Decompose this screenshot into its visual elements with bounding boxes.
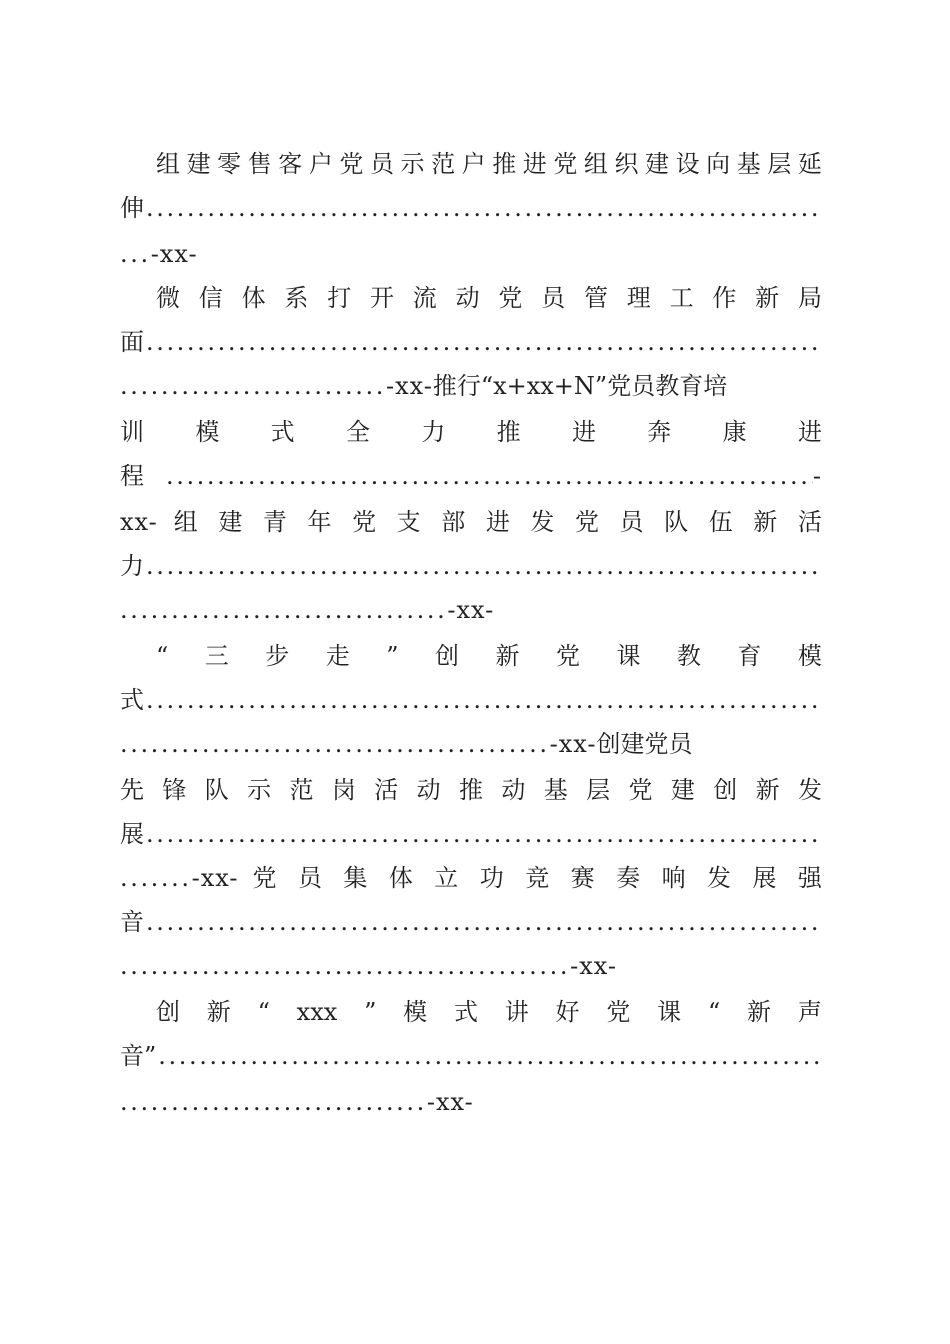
title-char: 推 bbox=[496, 418, 521, 446]
title-char: 创 bbox=[156, 998, 180, 1026]
title-char: 信 bbox=[198, 284, 223, 312]
toc-entry-4-title-end: 力 bbox=[120, 552, 144, 580]
title-char: 党 bbox=[553, 150, 578, 178]
title-char: 层 bbox=[586, 776, 611, 804]
toc-entry-8-page-number[interactable]: -xx- bbox=[426, 1088, 474, 1116]
title-char: 体 bbox=[241, 284, 266, 312]
title-char: 党 bbox=[555, 642, 580, 670]
toc-entry-8-page-line bbox=[120, 1080, 822, 1124]
title-char: 党 bbox=[628, 776, 653, 804]
toc-entry-2-page-line bbox=[120, 364, 822, 408]
title-char: 部 bbox=[441, 508, 466, 536]
title-char: 作 bbox=[712, 284, 737, 312]
toc-entry-7-leader-line bbox=[120, 900, 822, 944]
title-char: 员 bbox=[297, 864, 322, 892]
title-char: 管 bbox=[583, 284, 608, 312]
title-char: 功 bbox=[479, 864, 504, 892]
title-char: 组 bbox=[583, 150, 608, 178]
toc-entry-5-page-line bbox=[120, 722, 822, 766]
toc-entry-1-title-line bbox=[156, 142, 822, 186]
title-char: 示 bbox=[400, 150, 425, 178]
toc-entry-6-title-end: 展 bbox=[120, 820, 144, 848]
toc-entry-6-title-line bbox=[120, 768, 822, 812]
toc-entry-7-title-line bbox=[120, 856, 822, 900]
toc-entry-8-title-end: 音” bbox=[120, 1042, 157, 1070]
dot-leader bbox=[146, 186, 822, 230]
dot-leader: .............................. bbox=[120, 1088, 427, 1116]
title-char: 体 bbox=[388, 864, 413, 892]
title-char: 活 bbox=[374, 776, 399, 804]
title-char: 奔 bbox=[647, 418, 672, 446]
title-char: 新 bbox=[495, 642, 520, 670]
dot-leader bbox=[166, 454, 813, 498]
title-char: 党 bbox=[352, 508, 377, 536]
toc-entry-7-title-chars bbox=[252, 856, 822, 900]
title-char: 课 bbox=[657, 998, 682, 1026]
title-char: xxx bbox=[296, 998, 338, 1026]
title-char: 进 bbox=[522, 150, 547, 178]
dot-leader: ................................ bbox=[120, 596, 448, 624]
title-char: 展 bbox=[752, 864, 777, 892]
toc-entry-2-title-end: 面 bbox=[120, 328, 144, 356]
title-char: 新 bbox=[753, 508, 778, 536]
toc-entry-3-leader-line bbox=[120, 454, 822, 498]
toc-entry-4-leader-line bbox=[120, 544, 822, 588]
title-char: 理 bbox=[626, 284, 651, 312]
toc-entry-5-title-line bbox=[156, 634, 822, 678]
title-char: 模 bbox=[797, 642, 822, 670]
title-char: 零 bbox=[217, 150, 242, 178]
title-char: 奏 bbox=[616, 864, 641, 892]
title-char: 新 bbox=[755, 776, 780, 804]
title-char: 范 bbox=[431, 150, 456, 178]
title-char: 建 bbox=[218, 508, 243, 536]
title-char: 发 bbox=[707, 864, 732, 892]
toc-entry-1-page-line bbox=[120, 232, 822, 276]
dot-leader bbox=[146, 678, 822, 722]
title-char: 党 bbox=[606, 998, 631, 1026]
toc-entry-4-title-chars bbox=[174, 500, 822, 544]
title-char: 步 bbox=[265, 642, 290, 670]
toc-entry-4-title-line bbox=[120, 500, 822, 544]
title-char: 范 bbox=[289, 776, 314, 804]
dot-leader: ............................................ bbox=[120, 952, 571, 980]
title-char: 党 bbox=[574, 508, 599, 536]
title-char: ” bbox=[364, 998, 377, 1026]
toc-entry-8-leader-line bbox=[120, 1034, 822, 1078]
toc-entry-6-leader-line bbox=[120, 812, 822, 856]
title-char: 竞 bbox=[525, 864, 550, 892]
title-char: 层 bbox=[767, 150, 792, 178]
title-char: 党 bbox=[252, 864, 277, 892]
title-char: 队 bbox=[664, 508, 689, 536]
dot-leader bbox=[158, 1034, 822, 1078]
title-char: 新 bbox=[755, 284, 780, 312]
title-char: 系 bbox=[284, 284, 309, 312]
title-char: 基 bbox=[543, 776, 568, 804]
title-char: 建 bbox=[186, 150, 211, 178]
toc-entry-8-title-line bbox=[156, 990, 822, 1034]
title-char: 建 bbox=[670, 776, 695, 804]
title-char: 示 bbox=[247, 776, 272, 804]
title-char: 微 bbox=[156, 284, 180, 312]
title-char: 式 bbox=[453, 998, 478, 1026]
title-char: 集 bbox=[343, 864, 368, 892]
title-char: “ bbox=[707, 998, 721, 1026]
title-char: 伍 bbox=[708, 508, 733, 536]
title-char: 赛 bbox=[570, 864, 595, 892]
title-char: 延 bbox=[797, 150, 822, 178]
title-char: 进 bbox=[485, 508, 510, 536]
title-char: 先 bbox=[120, 776, 144, 804]
title-char: 康 bbox=[722, 418, 747, 446]
title-char: 员 bbox=[541, 284, 566, 312]
toc-entry-4-page-number[interactable]: -xx- bbox=[447, 596, 495, 624]
toc-entry-2-leader-line bbox=[120, 320, 822, 364]
dot-leader bbox=[146, 812, 822, 856]
title-char: 青 bbox=[262, 508, 287, 536]
toc-entry-1-title-end: 伸 bbox=[120, 194, 144, 222]
title-char: 立 bbox=[434, 864, 459, 892]
title-char: 动 bbox=[501, 776, 526, 804]
title-char: 课 bbox=[616, 642, 641, 670]
title-char: 打 bbox=[327, 284, 352, 312]
title-char: 响 bbox=[661, 864, 686, 892]
toc-entry-7-page-number[interactable]: -xx- bbox=[570, 952, 617, 980]
toc-entry-5-page-number[interactable]: -xx- bbox=[549, 730, 597, 758]
dot-leader: .......................... bbox=[120, 372, 386, 400]
title-char: 声 bbox=[797, 998, 822, 1026]
title-char: 讲 bbox=[504, 998, 529, 1026]
title-char: 走 bbox=[325, 642, 350, 670]
title-char: 动 bbox=[416, 776, 441, 804]
title-char: 基 bbox=[736, 150, 761, 178]
title-char: 设 bbox=[675, 150, 700, 178]
toc-entry-3-title-start: 推行“x+xx+N”党员教育培 bbox=[432, 372, 728, 400]
title-char: 组 bbox=[173, 508, 198, 536]
title-char: 进 bbox=[571, 418, 596, 446]
title-char: 活 bbox=[797, 508, 822, 536]
title-char: 锋 bbox=[162, 776, 187, 804]
dot-leader bbox=[146, 900, 822, 944]
title-char: 训 bbox=[120, 418, 144, 446]
title-char: 员 bbox=[619, 508, 644, 536]
toc-entry-4-page-line bbox=[120, 588, 822, 632]
title-char: 年 bbox=[307, 508, 332, 536]
title-char: 推 bbox=[492, 150, 517, 178]
title-char: 工 bbox=[669, 284, 694, 312]
title-char: 员 bbox=[369, 150, 394, 178]
title-char: 模 bbox=[195, 418, 220, 446]
dot-leader: ....... bbox=[120, 864, 192, 892]
title-char: 向 bbox=[706, 150, 731, 178]
title-char: 队 bbox=[204, 776, 229, 804]
title-char: 育 bbox=[737, 642, 762, 670]
toc-entry-7-page-line bbox=[120, 944, 822, 988]
title-char: 户 bbox=[308, 150, 333, 178]
title-char: 式 bbox=[270, 418, 295, 446]
toc-entry-3-title-line bbox=[120, 410, 822, 454]
title-char: 发 bbox=[798, 776, 822, 804]
toc-entry-5-title-end: 式 bbox=[120, 686, 144, 714]
title-char: 好 bbox=[555, 998, 580, 1026]
title-char: 创 bbox=[713, 776, 738, 804]
toc-entry-3-title-end: 程 bbox=[120, 462, 144, 490]
title-char: 新 bbox=[747, 998, 772, 1026]
toc-entry-3-page-number-start[interactable]: - bbox=[812, 462, 822, 490]
title-char: 进 bbox=[797, 418, 822, 446]
toc-entry-6-title-start: 创建党员 bbox=[596, 730, 693, 758]
title-char: ” bbox=[386, 642, 399, 670]
title-char: 教 bbox=[676, 642, 701, 670]
title-char: 建 bbox=[645, 150, 669, 178]
toc-entry-7-title-end: 音 bbox=[120, 908, 144, 936]
title-char: 户 bbox=[461, 150, 486, 178]
dot-leader: ... bbox=[120, 240, 151, 268]
dot-leader: .......................................... bbox=[120, 730, 550, 758]
title-char: 党 bbox=[339, 150, 364, 178]
title-char: 动 bbox=[455, 284, 480, 312]
title-char: 强 bbox=[797, 864, 822, 892]
toc-entry-3-page-number-end[interactable]: xx- bbox=[120, 508, 158, 536]
dot-leader bbox=[146, 320, 822, 364]
title-char: 党 bbox=[498, 284, 523, 312]
title-char: 力 bbox=[421, 418, 446, 446]
toc-entry-6-page-number[interactable]: -xx- bbox=[191, 864, 239, 892]
title-char: 岗 bbox=[331, 776, 356, 804]
toc-entry-1-leader-line bbox=[120, 186, 822, 230]
toc-entry-2-title-line bbox=[156, 276, 822, 320]
title-char: “ bbox=[156, 642, 169, 670]
toc-entry-1-page-number[interactable]: -xx- bbox=[150, 240, 198, 268]
title-char: 开 bbox=[369, 284, 394, 312]
title-char: 支 bbox=[396, 508, 421, 536]
title-char: 推 bbox=[459, 776, 483, 804]
title-char: 三 bbox=[204, 642, 229, 670]
dot-leader bbox=[146, 544, 822, 588]
toc-entry-5-leader-line bbox=[120, 678, 822, 722]
title-char: 织 bbox=[614, 150, 639, 178]
title-char: 流 bbox=[412, 284, 437, 312]
title-char: 售 bbox=[247, 150, 272, 178]
title-char: 局 bbox=[797, 284, 822, 312]
title-char: 全 bbox=[345, 418, 370, 446]
title-char: 客 bbox=[278, 150, 303, 178]
toc-entry-2-page-number[interactable]: -xx- bbox=[385, 372, 433, 400]
title-char: “ bbox=[257, 998, 270, 1026]
title-char: 发 bbox=[530, 508, 555, 536]
title-char: 模 bbox=[403, 998, 428, 1026]
title-char: 创 bbox=[434, 642, 459, 670]
title-char: 组 bbox=[156, 150, 180, 178]
title-char: 新 bbox=[206, 998, 231, 1026]
